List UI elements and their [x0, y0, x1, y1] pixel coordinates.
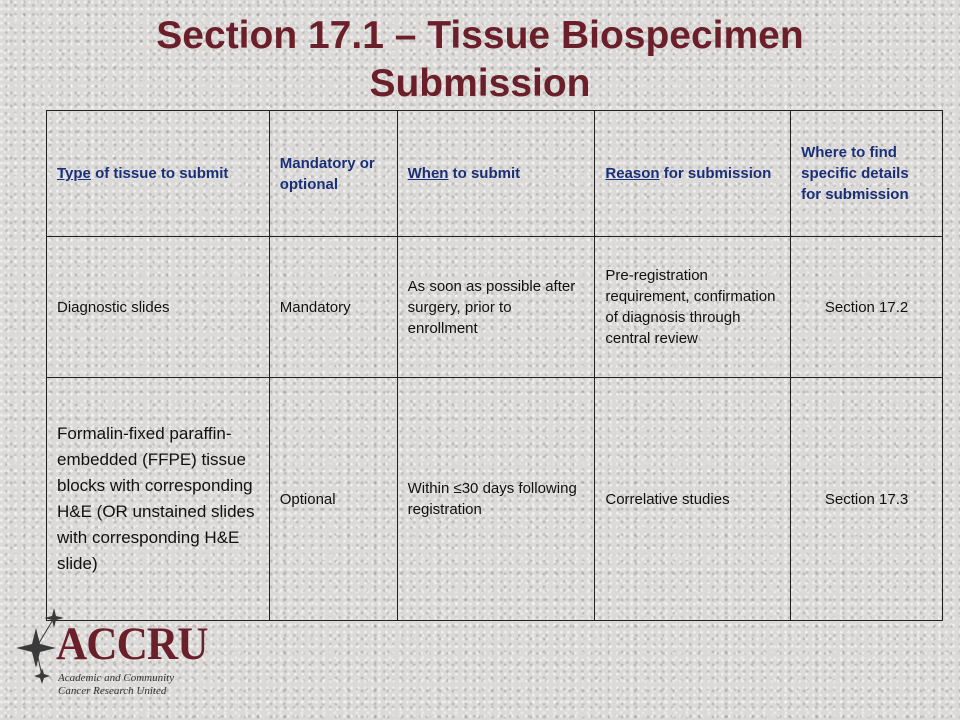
header-when: When to submit: [397, 111, 595, 237]
tissue-submission-table: [46, 110, 943, 621]
table-row: [47, 378, 943, 621]
slide-title: [0, 12, 960, 108]
cell-reason: Correlative studies: [595, 378, 791, 621]
header-mandatory: Mandatory or optional: [269, 111, 397, 237]
cell-where: Section 17.2: [791, 237, 943, 378]
accru-logo-subtitle: Academic and Community Cancer Research United: [58, 672, 175, 697]
header-where: Where to find specific details for submission: [791, 111, 943, 237]
cell-type: Formalin-fixed paraffin-embedded (FFPE) tissue blocks with corresponding H&E (OR unstained slides with corresponding H&E slide): [47, 378, 270, 621]
header-type: Type of tissue to submit: [47, 111, 270, 237]
slide-title-line-2: Submission: [369, 62, 591, 105]
cell-when: Within ≤30 days following registration: [397, 378, 595, 621]
table-header-row: [47, 111, 943, 237]
cell-mandatory: Mandatory: [269, 237, 397, 378]
table-row: [47, 237, 943, 378]
cell-mandatory: Optional: [269, 378, 397, 621]
accru-logo: ACCRU: [56, 618, 208, 670]
header-reason: Reason for submission: [595, 111, 791, 237]
cell-where: Section 17.3: [791, 378, 943, 621]
slide-title-line-1: Section 17.1 – Tissue Biospecimen: [156, 14, 804, 57]
cell-when: As soon as possible after surgery, prior to enrollment: [397, 237, 595, 378]
cell-reason: Pre-registration requirement, confirmation of diagnosis through central review: [595, 237, 791, 378]
cell-type: Diagnostic slides: [47, 237, 270, 378]
